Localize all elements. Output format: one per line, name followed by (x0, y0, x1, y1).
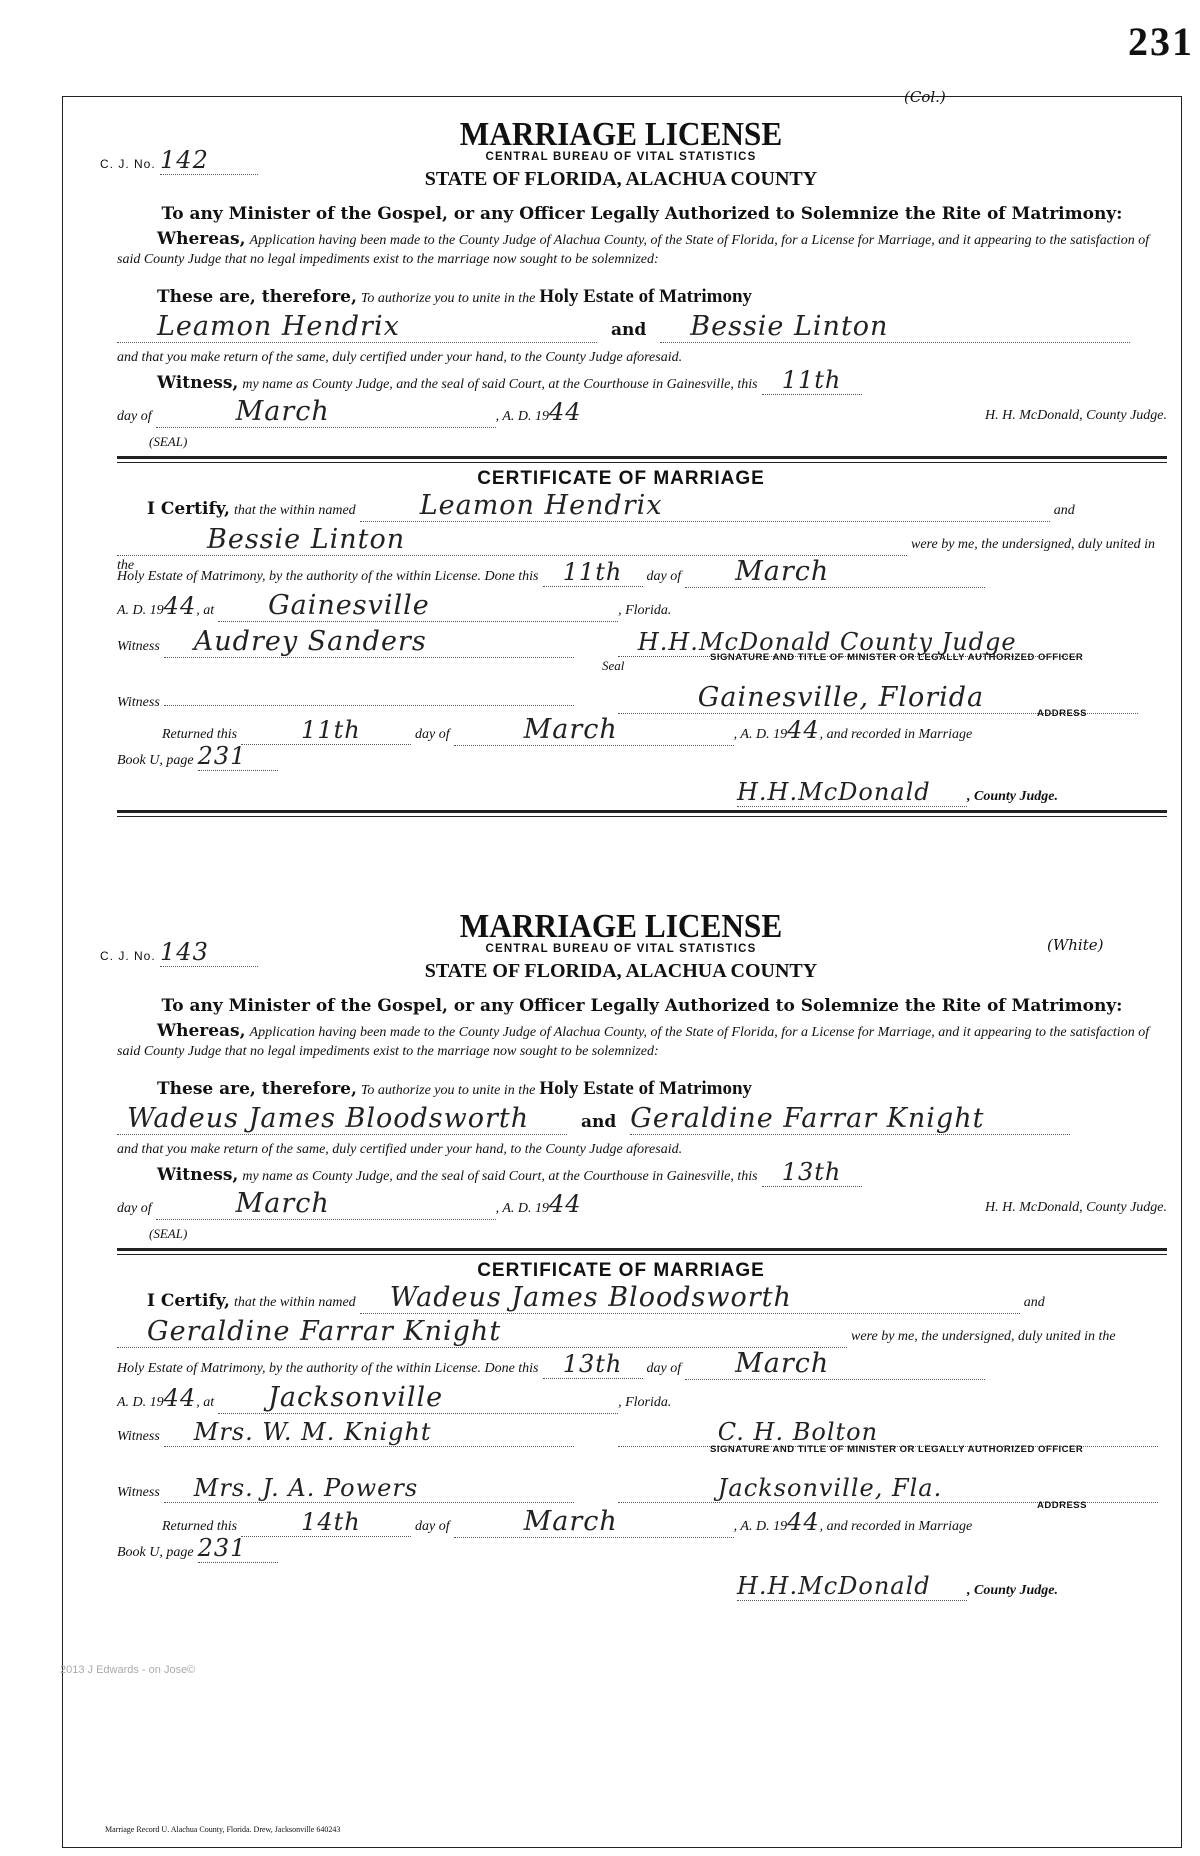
these-are-line (117, 1078, 1167, 1100)
day-of2: day of (646, 1361, 682, 1376)
seal-label: (SEAL) (149, 1226, 188, 1241)
were-by-me: were by me, the undersigned, duly united in the (117, 537, 1156, 573)
whereas-head: Whereas, (157, 229, 246, 249)
seal-label: (SEAL) (149, 434, 188, 449)
done-day: 13th (543, 1350, 643, 1379)
witness-line (117, 1158, 1167, 1187)
officer-signature: C. H. Bolton (618, 1418, 1158, 1447)
address-label: ADDRESS (1037, 1500, 1087, 1511)
certify-head: I Certify, (147, 1291, 230, 1311)
ad-label: , A. D. 19 (495, 1201, 550, 1216)
and-end: and (1023, 1295, 1045, 1310)
returned-day: 14th (241, 1508, 411, 1537)
and-end: and (1053, 503, 1075, 518)
book-line (117, 742, 1167, 771)
book-page: 231 (198, 1534, 278, 1563)
holy-line (117, 1348, 1167, 1380)
day-of-line (117, 396, 1167, 428)
license-subtitle: CENTRAL BUREAU OF VITAL STATISTICS (485, 943, 757, 955)
done-month: March (685, 1348, 985, 1380)
day-of-label: day of (117, 409, 152, 424)
book-line (117, 1534, 1167, 1563)
returned-label: Returned this (162, 727, 238, 742)
license-subtitle: CENTRAL BUREAU OF VITAL STATISTICS (485, 151, 757, 163)
witness-head: Witness, (157, 373, 239, 393)
names-line (117, 1103, 1167, 1135)
certify-line (117, 490, 1167, 522)
place-line (117, 1382, 1167, 1414)
done-day: 11th (543, 558, 643, 587)
these-text: To authorize you to unite in the (360, 1083, 536, 1098)
and-label: and (581, 1112, 617, 1132)
certify-text: that the within named (233, 503, 356, 518)
cert-bride: Bessie Linton (117, 524, 907, 556)
at-label: , at (196, 603, 215, 618)
at-label: , at (196, 1395, 215, 1410)
to-any-minister: To any Minister of the Gospel, or any Officer Legally Authorized to Solemnize the Rite of Matrimony: (161, 204, 1123, 224)
judge-name: H. H. McDonald, County Judge. (985, 408, 1167, 423)
cj-label: C. J. No. (100, 157, 156, 171)
license-title: MARRIAGE LICENSE (459, 116, 783, 153)
certificate-title: CERTIFICATE OF MARRIAGE (477, 468, 765, 489)
cj-value: 143 (160, 938, 258, 967)
day-of2: day of (646, 569, 682, 584)
day-of3: day of (415, 727, 450, 742)
certify-line (117, 1282, 1167, 1314)
record-divider (117, 810, 1167, 813)
day-of-line (117, 1188, 1167, 1220)
book-label: Book U, page (117, 1545, 194, 1560)
witness2-line (117, 1474, 1167, 1503)
witness-line (117, 366, 1167, 395)
whereas-paragraph (117, 230, 1167, 269)
witness1-label: Witness (117, 639, 160, 654)
returned-label: Returned this (162, 1519, 238, 1534)
recording-judge-line (117, 1572, 1167, 1601)
license-state: STATE OF FLORIDA, ALACHUA COUNTY (424, 960, 818, 982)
license-month: March (156, 1188, 496, 1220)
groom-name: Leamon Hendrix (117, 311, 597, 343)
cj-value: 142 (160, 146, 258, 175)
holy-estate: Holy Estate of Matrimony (539, 286, 753, 307)
recorded-label: , and recorded in Marriage (819, 727, 973, 742)
officer-signature: H.H.McDonald County Judge (618, 628, 1078, 657)
names-line (117, 311, 1167, 343)
license-day: 11th (762, 366, 862, 395)
bride-name: Bessie Linton (660, 311, 1130, 343)
these-head: These are, therefore, (157, 1079, 357, 1099)
page-number: 231 (1128, 19, 1194, 64)
bride-name: Geraldine Farrar Knight (630, 1103, 1070, 1135)
book-label: Book U, page (117, 753, 194, 768)
and-label: and (611, 320, 647, 340)
to-any-minister: To any Minister of the Gospel, or any Officer Legally Authorized to Solemnize the Rite of Matrimony: (161, 996, 1123, 1016)
record-note: (Col.) (904, 88, 946, 106)
section-divider (117, 456, 1167, 459)
witness2-line (117, 682, 1167, 714)
record-note: (White) (1047, 936, 1104, 954)
ad2-label: A. D. 19 (117, 1395, 164, 1410)
day-of-label: day of (117, 1201, 152, 1216)
cert-bride: Geraldine Farrar Knight (117, 1316, 847, 1348)
certificate-title: CERTIFICATE OF MARRIAGE (477, 1260, 765, 1281)
book-page: 231 (198, 742, 278, 771)
these-text: To authorize you to unite in the (360, 291, 536, 306)
done-year: 44 (163, 592, 197, 620)
section-divider (117, 1248, 1167, 1251)
recording-judge-line (117, 778, 1167, 807)
recording-judge: H.H.McDonald (737, 1572, 967, 1601)
address-label: ADDRESS (1037, 708, 1087, 719)
license-state: STATE OF FLORIDA, ALACHUA COUNTY (424, 168, 818, 190)
bride-line (117, 1316, 1167, 1348)
these-are-line (117, 286, 1167, 308)
groom-name: Wadeus James Bloodsworth (117, 1103, 567, 1135)
done-year: 44 (163, 1384, 197, 1412)
returned-year: 44 (787, 716, 820, 744)
signature-title: SIGNATURE AND TITLE OF MINISTER OR LEGALLY AUTHORIZED OFFICER (710, 1444, 1084, 1455)
signature-title: SIGNATURE AND TITLE OF MINISTER OR LEGALLY AUTHORIZED OFFICER (710, 652, 1084, 663)
certify-head: I Certify, (147, 499, 230, 519)
county-judge-label: , County Judge. (967, 789, 1059, 804)
officer-address: Jacksonville, Fla. (618, 1474, 1158, 1503)
judge-name: H. H. McDonald, County Judge. (985, 1200, 1167, 1215)
license-year: 44 (549, 1190, 582, 1218)
license-day: 13th (762, 1158, 862, 1187)
ad3-label: , A. D. 19 (733, 1519, 788, 1534)
cert-groom: Wadeus James Bloodsworth (360, 1282, 1020, 1314)
record-1 (62, 88, 1180, 826)
witness-head: Witness, (157, 1165, 239, 1185)
day-of3: day of (415, 1519, 450, 1534)
form-footer: Marriage Record U. Alachua County, Florida. Drew, Jacksonville 640243 (105, 1825, 341, 1834)
watermark: 2013 J Edwards - on Jose© (60, 1664, 196, 1676)
whereas-text: Application having been made to the County Judge of Alachua County, of the State of Florida, for a License for Marriage, and it appearing to the satisfaction of said County Judge that no legal impediments exist to the marriage now sought to be solemnized: (117, 1025, 1150, 1059)
witness1-name: Audrey Sanders (164, 626, 574, 658)
marriage-place: Gainesville (218, 590, 618, 622)
certify-text: that the within named (233, 1295, 356, 1310)
holy-text: Holy Estate of Matrimony, by the authority of the within License. Done this (117, 1361, 539, 1376)
whereas-head: Whereas, (157, 1021, 246, 1041)
witness-text: my name as County Judge, and the seal of said Court, at the Courthouse in Gainesville, this (242, 377, 758, 392)
place-line (117, 590, 1167, 622)
record-2 (62, 908, 1180, 1836)
seal-mark: Seal (602, 658, 625, 673)
these-head: These are, therefore, (157, 287, 357, 307)
holy-estate: Holy Estate of Matrimony (539, 1078, 753, 1099)
license-year: 44 (549, 398, 582, 426)
witness1-name: Mrs. W. M. Knight (164, 1418, 574, 1447)
ad3-label: , A. D. 19 (733, 727, 788, 742)
marriage-place: Jacksonville (218, 1382, 618, 1414)
county-judge-label: , County Judge. (967, 1583, 1059, 1598)
returned-month: March (454, 1506, 734, 1538)
whereas-paragraph (117, 1022, 1167, 1061)
returned-month: March (454, 714, 734, 746)
holy-text: Holy Estate of Matrimony, by the authority of the within License. Done this (117, 569, 539, 584)
ad-label: , A. D. 19 (495, 409, 550, 424)
witness1-label: Witness (117, 1429, 160, 1444)
holy-line (117, 556, 1167, 588)
were-by-me: were by me, the undersigned, duly united in the (851, 1329, 1116, 1344)
witness2-label: Witness (117, 1485, 160, 1500)
returned-day: 11th (241, 716, 411, 745)
return-line: and that you make return of the same, duly certified under your hand, to the County Judge aforesaid. (117, 350, 683, 365)
license-title: MARRIAGE LICENSE (459, 908, 783, 945)
witness2-name: Mrs. J. A. Powers (164, 1474, 574, 1503)
witness2-label: Witness (117, 695, 160, 710)
cj-label: C. J. No. (100, 949, 156, 963)
ad2-label: A. D. 19 (117, 603, 164, 618)
cert-groom: Leamon Hendrix (360, 490, 1050, 522)
florida-label: , Florida. (618, 1395, 672, 1410)
license-month: March (156, 396, 496, 428)
witness2-name (164, 705, 574, 706)
returned-year: 44 (787, 1508, 820, 1536)
officer-address: Gainesville, Florida (618, 682, 1138, 714)
done-month: March (685, 556, 985, 588)
return-line: and that you make return of the same, duly certified under your hand, to the County Judge aforesaid. (117, 1142, 683, 1157)
witness1-line (117, 1418, 1167, 1447)
recorded-label: , and recorded in Marriage (819, 1519, 973, 1534)
whereas-text: Application having been made to the County Judge of Alachua County, of the State of Florida, for a License for Marriage, and it appearing to the satisfaction of said County Judge that no legal impediments exist to the marriage now sought to be solemnized: (117, 233, 1150, 267)
witness-text: my name as County Judge, and the seal of said Court, at the Courthouse in Gainesville, this (242, 1169, 758, 1184)
recording-judge: H.H.McDonald (737, 778, 967, 807)
florida-label: , Florida. (618, 603, 672, 618)
